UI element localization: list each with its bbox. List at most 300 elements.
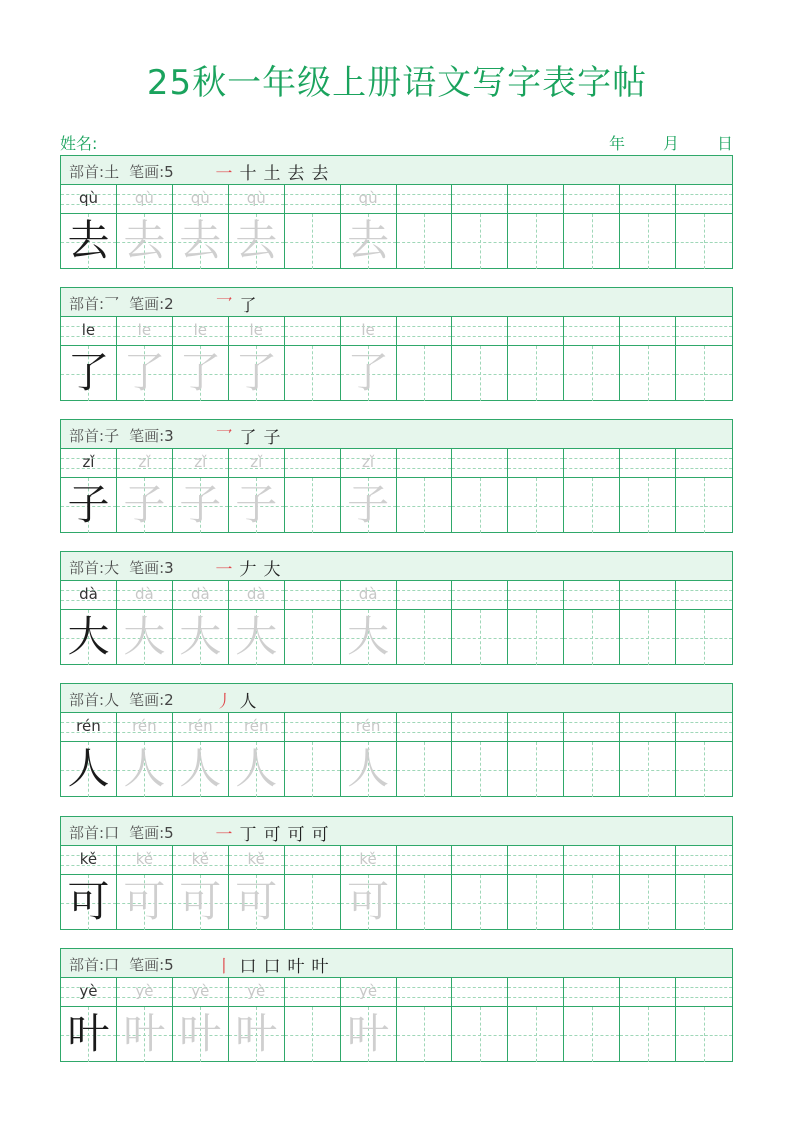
hanzi-text: 人 <box>67 744 110 793</box>
pinyin-lines <box>397 185 452 214</box>
stroke-count-value: 3 <box>164 427 174 445</box>
pinyin-lines <box>676 978 732 1007</box>
pinyin-lines <box>676 713 732 742</box>
stroke-step: 叶 <box>311 957 329 977</box>
pinyin-text: rén <box>355 717 381 735</box>
writing-cell[interactable] <box>452 713 508 797</box>
writing-cell[interactable] <box>61 581 117 665</box>
stroke-count-value: 2 <box>164 691 174 709</box>
tian-grid <box>173 214 228 269</box>
pinyin-text: rén <box>243 717 269 735</box>
stroke-step: 了 <box>239 296 257 316</box>
stroke-count-value: 5 <box>164 956 174 974</box>
writing-grid <box>60 978 733 1062</box>
tian-grid <box>117 875 172 930</box>
pinyin-lines <box>676 449 732 478</box>
tian-grid <box>229 610 284 665</box>
pinyin-lines <box>397 978 452 1007</box>
stroke-count-label: 笔画: <box>129 295 165 313</box>
writing-cell[interactable] <box>620 713 676 797</box>
pinyin-lines <box>397 713 452 742</box>
pinyin-lines <box>285 581 340 610</box>
writing-cell[interactable] <box>285 185 341 269</box>
hanzi-text: 子 <box>179 480 222 529</box>
hanzi-text: 人 <box>123 744 166 793</box>
pinyin-lines <box>564 449 619 478</box>
pinyin-lines <box>285 317 340 346</box>
stroke-step: 口 <box>263 957 281 977</box>
tian-grid <box>452 610 507 665</box>
writing-cell[interactable] <box>285 449 341 533</box>
tian-grid <box>341 610 396 665</box>
stroke-step: 一 <box>215 560 233 580</box>
pinyin-lines <box>341 713 396 742</box>
pinyin-lines <box>285 449 340 478</box>
hanzi-text: 人 <box>347 744 390 793</box>
writing-cell[interactable] <box>117 317 173 401</box>
pinyin-lines <box>508 581 563 610</box>
character-block <box>60 551 733 665</box>
stroke-count-label: 笔画: <box>129 163 165 181</box>
writing-cell[interactable] <box>61 713 117 797</box>
pinyin-text: kě <box>79 850 98 868</box>
writing-cell[interactable] <box>173 846 229 930</box>
hanzi-text: 叶 <box>347 1009 390 1058</box>
writing-cell[interactable] <box>452 317 508 401</box>
writing-cell[interactable] <box>173 185 229 269</box>
writing-cell[interactable] <box>397 317 453 401</box>
radical-label: 部首: <box>69 956 105 974</box>
hanzi-text: 了 <box>123 348 166 397</box>
tian-grid <box>61 875 116 930</box>
pinyin-lines <box>117 449 172 478</box>
writing-cell[interactable] <box>341 581 397 665</box>
pinyin-lines <box>620 317 675 346</box>
writing-cell[interactable] <box>229 449 285 533</box>
pinyin-lines <box>676 317 732 346</box>
pinyin-text: qù <box>190 189 210 207</box>
tian-grid <box>61 478 116 533</box>
pinyin-lines <box>117 713 172 742</box>
writing-cell[interactable] <box>285 846 341 930</box>
character-block <box>60 816 733 930</box>
writing-cell[interactable] <box>285 317 341 401</box>
pinyin-lines <box>452 846 507 875</box>
writing-cell[interactable] <box>173 317 229 401</box>
pinyin-text: kě <box>191 850 209 868</box>
pinyin-lines <box>397 317 452 346</box>
tian-grid <box>676 610 732 665</box>
writing-cell[interactable] <box>508 581 564 665</box>
writing-cell[interactable] <box>676 581 733 665</box>
hanzi-text: 叶 <box>67 1009 110 1058</box>
tian-grid <box>620 742 675 797</box>
character-header <box>60 948 733 978</box>
name-label: 姓名: <box>60 134 98 153</box>
tian-grid <box>341 742 396 797</box>
pinyin-lines <box>341 449 396 478</box>
stroke-count-label: 笔画: <box>129 427 165 445</box>
writing-cell[interactable] <box>452 581 508 665</box>
tian-grid <box>508 346 563 401</box>
writing-cell[interactable] <box>564 846 620 930</box>
stroke-order <box>215 952 329 977</box>
day-label: 日 <box>716 134 733 153</box>
hanzi-text: 可 <box>123 877 166 926</box>
pinyin-lines <box>117 978 172 1007</box>
writing-cell[interactable] <box>341 846 397 930</box>
writing-cell[interactable] <box>61 185 117 269</box>
writing-cell[interactable] <box>341 713 397 797</box>
stroke-step: 乛 <box>215 296 233 316</box>
pinyin-lines <box>676 185 732 214</box>
pinyin-lines <box>620 713 675 742</box>
pinyin-text: yè <box>191 982 210 1000</box>
pinyin-text: yè <box>359 982 378 1000</box>
writing-cell[interactable] <box>564 581 620 665</box>
writing-cell[interactable] <box>285 581 341 665</box>
tian-grid <box>229 214 284 269</box>
tian-grid <box>229 875 284 930</box>
stroke-step: 大 <box>263 560 281 580</box>
pinyin-text: rén <box>76 717 101 735</box>
tian-grid <box>173 742 228 797</box>
pinyin-lines <box>229 846 284 875</box>
tian-grid <box>117 346 172 401</box>
writing-cell[interactable] <box>61 449 117 533</box>
tian-grid <box>564 478 619 533</box>
pinyin-lines <box>61 317 116 346</box>
writing-cell[interactable] <box>620 317 676 401</box>
stroke-step: 叶 <box>287 957 305 977</box>
stroke-order <box>215 820 329 845</box>
hanzi-text: 大 <box>235 612 278 661</box>
hanzi-text: 了 <box>67 348 110 397</box>
stroke-count-value: 5 <box>164 824 174 842</box>
writing-cell[interactable] <box>676 449 733 533</box>
pinyin-text: qù <box>358 189 378 207</box>
writing-cell[interactable] <box>676 846 733 930</box>
tian-grid <box>564 610 619 665</box>
pinyin-lines <box>397 846 452 875</box>
tian-grid <box>508 875 563 930</box>
writing-cell[interactable] <box>341 978 397 1062</box>
writing-cell[interactable] <box>117 185 173 269</box>
writing-cell[interactable] <box>397 581 453 665</box>
pinyin-lines <box>564 185 619 214</box>
pinyin-text: kě <box>359 850 377 868</box>
tian-grid <box>397 1007 452 1062</box>
writing-cell[interactable] <box>452 449 508 533</box>
tian-grid <box>173 346 228 401</box>
hanzi-text: 大 <box>179 612 222 661</box>
pinyin-text: zǐ <box>194 453 207 471</box>
stroke-step: 可 <box>263 825 281 845</box>
pinyin-lines <box>620 978 675 1007</box>
writing-cell[interactable] <box>173 978 229 1062</box>
tian-grid <box>508 742 563 797</box>
stroke-step: 口 <box>239 957 257 977</box>
tian-grid <box>117 610 172 665</box>
pinyin-lines <box>229 581 284 610</box>
pinyin-lines <box>676 581 732 610</box>
pinyin-lines <box>341 317 396 346</box>
pinyin-lines <box>564 713 619 742</box>
writing-cell[interactable] <box>452 978 508 1062</box>
writing-cell[interactable] <box>285 978 341 1062</box>
hanzi-text: 去 <box>235 216 278 265</box>
writing-cell[interactable] <box>117 713 173 797</box>
tian-grid <box>229 1007 284 1062</box>
stroke-order <box>215 423 281 448</box>
tian-grid <box>285 214 340 269</box>
writing-cell[interactable] <box>564 713 620 797</box>
writing-cell[interactable] <box>397 185 453 269</box>
writing-cell[interactable] <box>173 713 229 797</box>
tian-grid <box>676 346 732 401</box>
radical-label: 部首: <box>69 559 105 577</box>
writing-cell[interactable] <box>341 317 397 401</box>
writing-cell[interactable] <box>620 185 676 269</box>
hanzi-text: 去 <box>347 216 390 265</box>
tian-grid <box>508 214 563 269</box>
character-info <box>69 689 174 710</box>
stroke-order <box>215 291 257 316</box>
character-info <box>69 954 174 975</box>
hanzi-text: 叶 <box>123 1009 166 1058</box>
writing-cell[interactable] <box>397 846 453 930</box>
pinyin-text: qù <box>134 189 154 207</box>
pinyin-lines <box>61 978 116 1007</box>
stroke-count-value: 3 <box>164 559 174 577</box>
writing-cell[interactable] <box>508 846 564 930</box>
stroke-step: 了 <box>239 428 257 448</box>
stroke-step: 去 <box>311 164 329 184</box>
pinyin-lines <box>173 317 228 346</box>
writing-cell[interactable] <box>676 713 733 797</box>
pinyin-text: qù <box>78 189 98 207</box>
pinyin-text: dà <box>190 585 210 603</box>
writing-cell[interactable] <box>564 449 620 533</box>
writing-grid <box>60 185 733 269</box>
pinyin-lines <box>508 846 563 875</box>
writing-cell[interactable] <box>508 713 564 797</box>
tian-grid <box>61 610 116 665</box>
writing-cell[interactable] <box>229 581 285 665</box>
pinyin-lines <box>117 317 172 346</box>
pinyin-text: le <box>193 321 207 339</box>
writing-cell[interactable] <box>397 978 453 1062</box>
tian-grid <box>397 478 452 533</box>
writing-cell[interactable] <box>173 581 229 665</box>
writing-cell[interactable] <box>229 317 285 401</box>
writing-cell[interactable] <box>229 185 285 269</box>
writing-cell[interactable] <box>620 978 676 1062</box>
pinyin-text: zǐ <box>362 453 375 471</box>
stroke-step: 可 <box>311 825 329 845</box>
pinyin-lines <box>173 978 228 1007</box>
writing-cell[interactable] <box>452 185 508 269</box>
writing-cell[interactable] <box>173 449 229 533</box>
tian-grid <box>285 875 340 930</box>
pinyin-text: rén <box>188 717 213 735</box>
writing-cell[interactable] <box>564 978 620 1062</box>
pinyin-lines <box>229 185 284 214</box>
pinyin-text: yè <box>247 982 266 1000</box>
pinyin-lines <box>676 846 732 875</box>
pinyin-lines <box>61 581 116 610</box>
writing-cell[interactable] <box>117 449 173 533</box>
pinyin-lines <box>620 581 675 610</box>
writing-cell[interactable] <box>508 317 564 401</box>
pinyin-lines <box>285 185 340 214</box>
pinyin-lines <box>452 978 507 1007</box>
stroke-step: 丿 <box>215 692 233 712</box>
writing-cell[interactable] <box>620 449 676 533</box>
writing-cell[interactable] <box>676 185 733 269</box>
stroke-step: 可 <box>287 825 305 845</box>
tian-grid <box>397 742 452 797</box>
writing-cell[interactable] <box>229 978 285 1062</box>
hanzi-text: 大 <box>67 612 110 661</box>
tian-grid <box>452 1007 507 1062</box>
stroke-order <box>215 159 329 184</box>
stroke-step: 一 <box>215 825 233 845</box>
pinyin-lines <box>508 978 563 1007</box>
tian-grid <box>620 214 675 269</box>
pinyin-text: kě <box>247 850 265 868</box>
pinyin-text: zǐ <box>82 453 95 471</box>
stroke-count-value: 5 <box>164 163 174 181</box>
writing-cell[interactable] <box>341 185 397 269</box>
tian-grid <box>341 875 396 930</box>
pinyin-lines <box>564 846 619 875</box>
writing-cell[interactable] <box>61 846 117 930</box>
writing-cell[interactable] <box>676 317 733 401</box>
pinyin-lines <box>173 449 228 478</box>
tian-grid <box>285 346 340 401</box>
pinyin-lines <box>229 317 284 346</box>
tian-grid <box>397 875 452 930</box>
writing-cell[interactable] <box>508 185 564 269</box>
writing-cell[interactable] <box>285 713 341 797</box>
tian-grid <box>173 610 228 665</box>
tian-grid <box>620 346 675 401</box>
writing-cell[interactable] <box>229 846 285 930</box>
hanzi-text: 人 <box>235 744 278 793</box>
writing-cell[interactable] <box>61 978 117 1062</box>
character-header <box>60 155 733 185</box>
hanzi-text: 子 <box>235 480 278 529</box>
hanzi-text: 了 <box>179 348 222 397</box>
writing-grid <box>60 846 733 930</box>
pinyin-lines <box>61 846 116 875</box>
pinyin-lines <box>508 185 563 214</box>
hanzi-text: 大 <box>347 612 390 661</box>
character-info <box>69 161 174 182</box>
radical-value: 人 <box>104 691 120 709</box>
writing-cell[interactable] <box>620 846 676 930</box>
pinyin-lines <box>620 185 675 214</box>
writing-grid <box>60 581 733 665</box>
tian-grid <box>508 478 563 533</box>
pinyin-text: le <box>81 321 96 339</box>
tian-grid <box>397 610 452 665</box>
tian-grid <box>341 478 396 533</box>
radical-label: 部首: <box>69 427 105 445</box>
character-block <box>60 683 733 797</box>
tian-grid <box>676 875 732 930</box>
stroke-step: 𠂇 <box>239 560 257 580</box>
pinyin-lines <box>341 581 396 610</box>
writing-cell[interactable] <box>117 978 173 1062</box>
character-info <box>69 822 174 843</box>
tian-grid <box>676 214 732 269</box>
writing-cell[interactable] <box>397 449 453 533</box>
pinyin-lines <box>61 449 116 478</box>
character-header <box>60 419 733 449</box>
character-block <box>60 419 733 533</box>
tian-grid <box>173 875 228 930</box>
writing-cell[interactable] <box>452 846 508 930</box>
writing-cell[interactable] <box>117 581 173 665</box>
pinyin-lines <box>508 449 563 478</box>
stroke-order <box>215 555 281 580</box>
radical-label: 部首: <box>69 295 105 313</box>
year-label: 年 <box>608 134 625 153</box>
radical-value: 大 <box>104 559 120 577</box>
radical-label: 部首: <box>69 691 105 709</box>
writing-cell[interactable] <box>676 978 733 1062</box>
writing-cell[interactable] <box>229 713 285 797</box>
stroke-step: 丁 <box>239 825 257 845</box>
writing-cell[interactable] <box>620 581 676 665</box>
writing-cell[interactable] <box>564 185 620 269</box>
radical-value: 口 <box>104 824 120 842</box>
pinyin-lines <box>620 846 675 875</box>
stroke-step: 去 <box>287 164 305 184</box>
character-header <box>60 816 733 846</box>
writing-cell[interactable] <box>508 978 564 1062</box>
radical-value: 乛 <box>104 295 120 313</box>
tian-grid <box>341 346 396 401</box>
hanzi-text: 可 <box>67 877 110 926</box>
writing-cell[interactable] <box>341 449 397 533</box>
tian-grid <box>564 875 619 930</box>
stroke-step: 乛 <box>215 428 233 448</box>
stroke-count-label: 笔画: <box>129 824 165 842</box>
tian-grid <box>173 478 228 533</box>
tian-grid <box>229 478 284 533</box>
hanzi-text: 可 <box>235 877 278 926</box>
writing-cell[interactable] <box>397 713 453 797</box>
pinyin-text: dà <box>79 585 98 603</box>
student-info-row <box>60 131 733 153</box>
date-fields <box>609 131 733 154</box>
pinyin-lines <box>229 449 284 478</box>
tian-grid <box>620 610 675 665</box>
writing-cell[interactable] <box>564 317 620 401</box>
tian-grid <box>452 214 507 269</box>
writing-cell[interactable] <box>61 317 117 401</box>
tian-grid <box>676 478 732 533</box>
radical-value: 土 <box>104 163 120 181</box>
pinyin-lines <box>117 581 172 610</box>
writing-cell[interactable] <box>508 449 564 533</box>
pinyin-lines <box>285 713 340 742</box>
hanzi-text: 子 <box>67 480 110 529</box>
writing-cell[interactable] <box>117 846 173 930</box>
